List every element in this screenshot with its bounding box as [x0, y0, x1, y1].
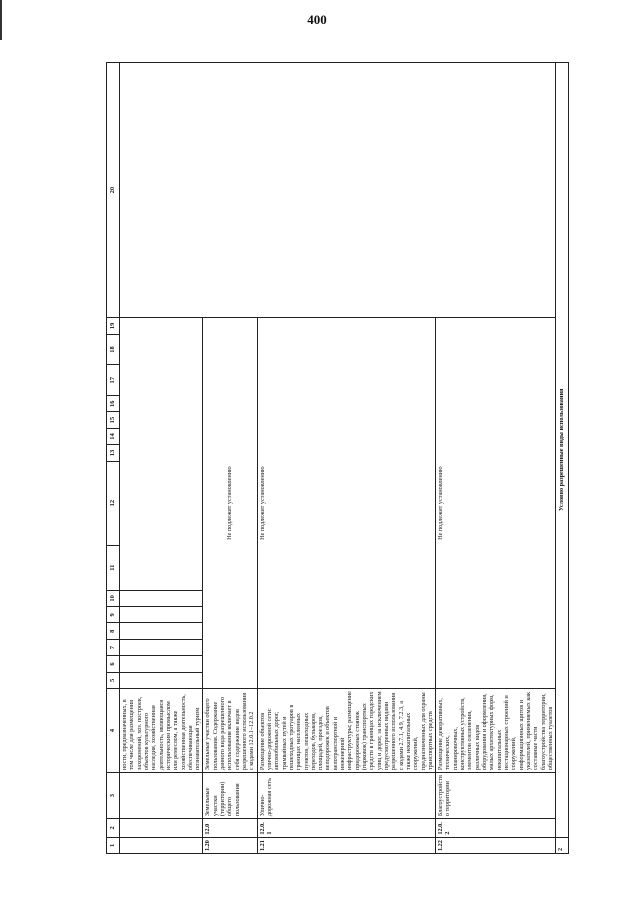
header-cell: 12	[107, 461, 120, 545]
code-cell	[120, 819, 203, 837]
use-name-cell: Улично-дорожная сеть	[257, 773, 436, 819]
header-cell: 4	[107, 689, 120, 773]
row-number-cell	[120, 837, 203, 853]
header-cell: 20	[107, 63, 120, 318]
header-cell: 15	[107, 412, 120, 428]
description-cell: Размещение декоративных, технических, планировочных, конструктивных устройств, элементов озеленения, различных видов оборудования и оформления, малых архитектурных форм, некапитальных нестационарных строений и сооружений, информационных щитов и указателей, применяемых как составные части благоустройства территории, общественных туалетов	[436, 689, 556, 773]
section-row	[556, 63, 569, 854]
description-cell: Земельные участки общего пользования. Содержание данного вида разрешенного использования включает в себя содержание видов разрешенного использования с кодами 12.0.1–12.0.2	[203, 689, 257, 773]
header-cell: 8	[107, 623, 120, 639]
header-cell: 10	[107, 590, 120, 606]
code-cell: 12.0	[203, 819, 257, 837]
parameters-cell: Не подлежит установлению	[436, 318, 556, 689]
header-row	[107, 63, 120, 854]
description-cell: ности, предназначенных, в том числе для размещения захоронений, хоз. построек, объектов культурного наследия, хозяйственная деятельность, являющаяся историческим промыслом или ремеслом, а также хозяйственная деятельность, обеспечивающая познавательный туризм	[120, 689, 203, 773]
row-number-cell: 1.22	[436, 837, 556, 853]
use-name-cell: Земельные участки (территории) общего пользования	[203, 773, 257, 819]
page-number: 400	[307, 12, 327, 27]
table-stage	[106, 62, 566, 854]
section-number-cell: 2	[556, 837, 569, 853]
parameters-cell: Не подлежит установлению	[257, 318, 436, 689]
parameters-cell: Не подлежит установлению	[203, 318, 257, 689]
header-cell: 7	[107, 639, 120, 655]
code-cell: 12.0.2	[436, 819, 556, 837]
use-name-cell: Благоустройство территории	[436, 773, 556, 819]
header-cell: 1	[107, 837, 120, 853]
header-cell: 5	[107, 672, 120, 688]
header-cell: 14	[107, 428, 120, 444]
header-cell: 11	[107, 545, 120, 590]
header-cell: 19	[107, 318, 120, 334]
header-cell: 6	[107, 656, 120, 672]
header-cell: 9	[107, 607, 120, 623]
notes-cell	[120, 63, 556, 318]
rotated-table-wrapper	[106, 62, 566, 854]
header-cell: 17	[107, 365, 120, 396]
use-name-cell	[120, 773, 203, 819]
parameters-cell	[120, 318, 203, 591]
description-cell: Размещение объектов улично-дорожной сети: автомобильных дорог, трамвайных путей и пешеходных тротуаров в границах населенных пунктов, пешеходных переходов, бульваров, площадей, проездов, велодорожек и объектов велотранспортной и инженерной инфраструктуры; размещение придорожных стоянок (парковок) транспортных средств в границах городских улиц и дорог, за исключением предусмотренных видами разрешенного использования с кодами 2.7.1, 4.9, 7.2.3, а также некапитальных сооружений, предназначенных для охраны транспортных средств	[257, 689, 436, 773]
row-number-cell: 1.20	[203, 837, 257, 853]
header-cell: 18	[107, 334, 120, 365]
code-cell: 12.0.1	[257, 819, 436, 837]
section-label-cell: Условно разрешенные виды использования	[556, 63, 569, 838]
header-cell: 13	[107, 445, 120, 461]
header-cell: 3	[107, 773, 120, 819]
row-number-cell: 1.21	[257, 837, 436, 853]
land-use-table	[106, 62, 569, 854]
table-row	[120, 63, 203, 854]
header-cell: 16	[107, 396, 120, 412]
header-cell: 2	[107, 819, 120, 837]
